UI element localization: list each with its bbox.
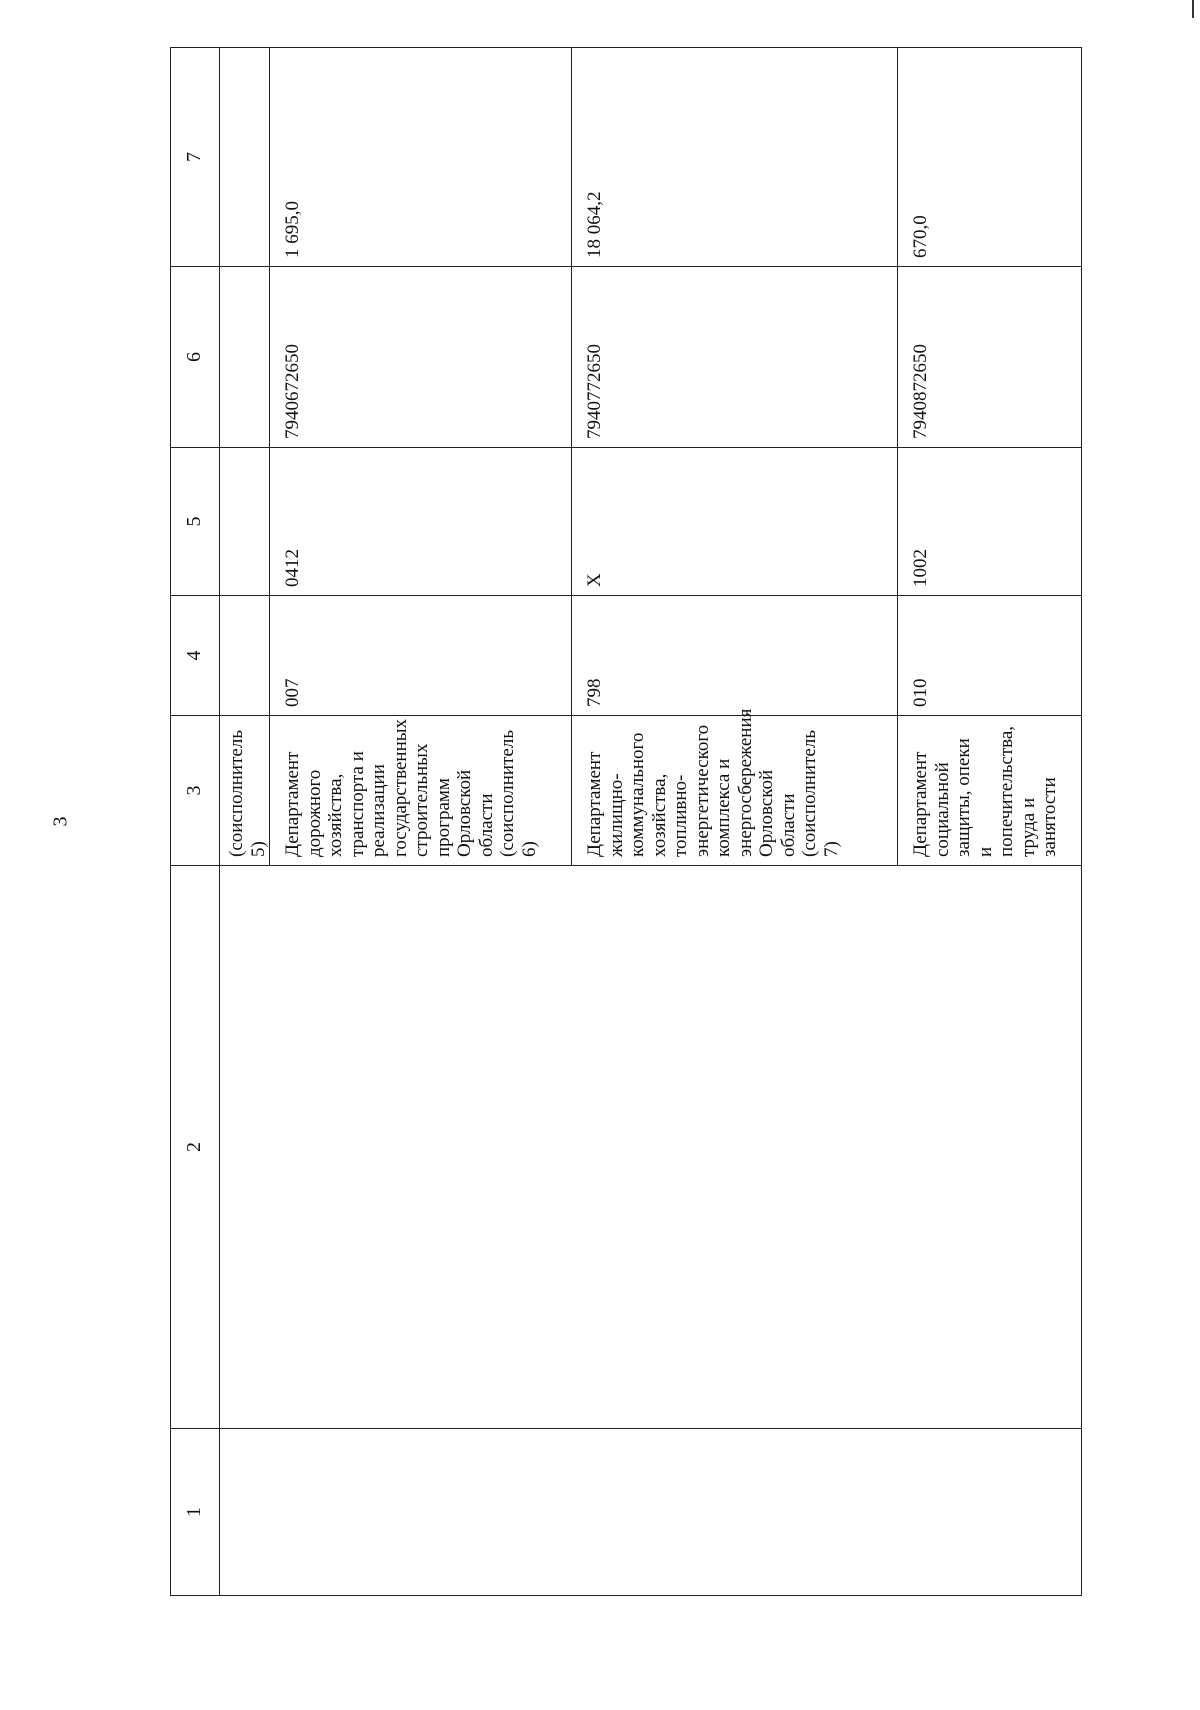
executor-name: Департамент жилищно-коммунального хозяйства, топливно-энергетического комплекса и энергосбережения Орловской области (соисполнитель 7) bbox=[572, 716, 898, 866]
continuation-col-7 bbox=[220, 48, 270, 267]
continuation-col-6 bbox=[220, 267, 270, 448]
scan-edge-mark bbox=[1192, 0, 1194, 18]
executor-name: Департамент социальной защиты, опеки и попечительства, труда и занятости bbox=[898, 716, 1082, 866]
header-row bbox=[171, 48, 220, 1596]
rotated-table-container bbox=[170, 48, 1082, 1596]
section-code: 1002 bbox=[898, 448, 1082, 596]
section-code: Х bbox=[572, 448, 898, 596]
amount: 670,0 bbox=[898, 48, 1082, 267]
header-col-4: 4 bbox=[171, 596, 220, 716]
ministry-code: 010 bbox=[898, 596, 1082, 716]
ministry-code: 007 bbox=[270, 596, 572, 716]
target-article-code: 7940872650 bbox=[898, 267, 1082, 448]
continuation-row bbox=[220, 48, 270, 1596]
header-col-6: 6 bbox=[171, 267, 220, 448]
page-number: 3 bbox=[49, 816, 72, 827]
cell-col-1 bbox=[220, 1429, 1082, 1596]
header-col-3: 3 bbox=[171, 716, 220, 866]
header-col-5: 5 bbox=[171, 448, 220, 596]
amount: 1 695,0 bbox=[270, 48, 572, 267]
target-article-code: 7940772650 bbox=[572, 267, 898, 448]
budget-table bbox=[170, 47, 1082, 1596]
continuation-col-5 bbox=[220, 448, 270, 596]
section-code: 0412 bbox=[270, 448, 572, 596]
continuation-col-4 bbox=[220, 596, 270, 716]
amount: 18 064,2 bbox=[572, 48, 898, 267]
executor-name: Департамент дорожного хозяйства, транспорта и реализации государственных строительных программ Орловской области (соисполнитель 6) bbox=[270, 716, 572, 866]
ministry-code: 798 bbox=[572, 596, 898, 716]
header-col-7: 7 bbox=[171, 48, 220, 267]
continuation-executor: (соисполнитель 5) bbox=[220, 716, 270, 866]
header-col-2: 2 bbox=[171, 866, 220, 1429]
header-col-1: 1 bbox=[171, 1429, 220, 1596]
target-article-code: 7940672650 bbox=[270, 267, 572, 448]
cell-col-2 bbox=[220, 866, 1082, 1429]
